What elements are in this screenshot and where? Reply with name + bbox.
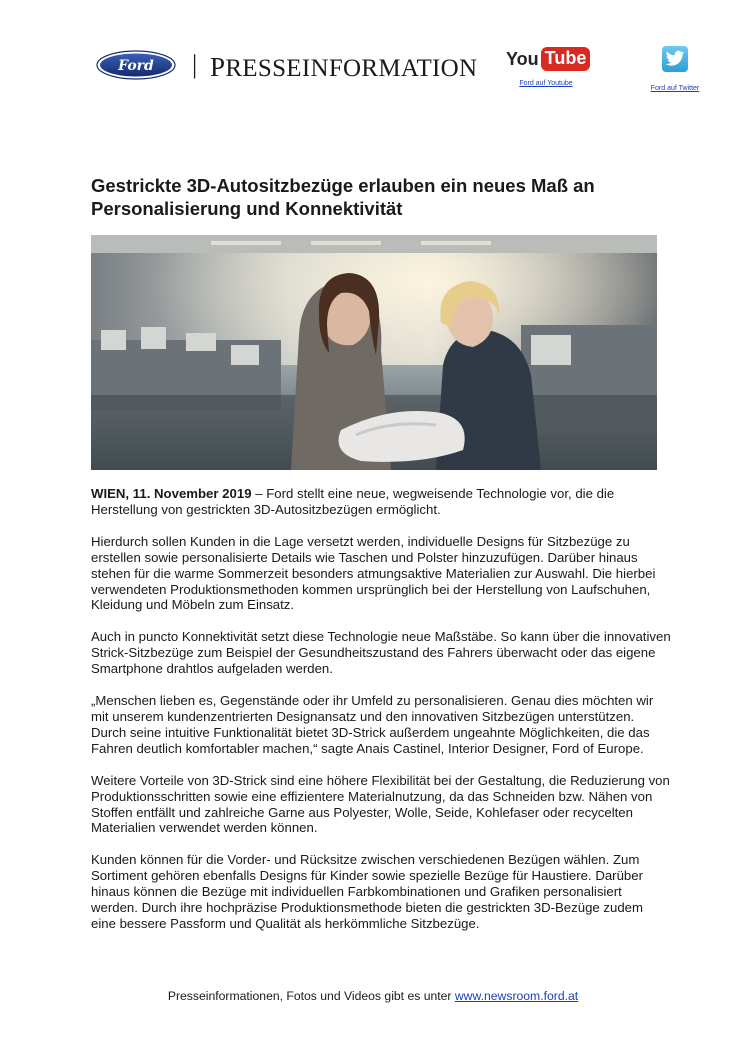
page-footer: [0, 989, 746, 1003]
twitter-link[interactable]: Ford auf Twitter: [650, 85, 700, 92]
article-paragraph: Hierdurch sollen Kunden in die Lage versetzt werden, individuelle Designs für Sitzbezüge zu erstellen sowie personalisierte Details wie Taschen und Polster hinzuzufügen. Darüber hinaus stehen für die warme Sommerzeit besonders atmungsaktive Materialien zur Auswahl. Die hierbei verwendeten Produktionsmethoden kommen ursprünglich bei der Herstellung von Laufschuhen, Kleidung und Möbeln zum Einsatz.: [91, 533, 656, 613]
youtube-you: You: [506, 48, 539, 69]
press-header: [0, 44, 746, 104]
lead-text: – Ford stellt eine neue, wegweisende Technologie vor, die die Herstellung von gestrickten 3D-Autositzbezügen ermöglicht.: [91, 486, 615, 517]
article-paragraph: „Menschen lieben es, Gegenstände oder ihr Umfeld zu personalisieren. Genau dies möchten wir mit unserem kundenzentrierten Designansatz und den innovativen Sitzbezügen unterstützen. Durch seine intuitive Funktionalität bietet 3D-Strick außerdem ungeahnte Möglichkeiten, die das Fahren deutlich komfortabler machen,“ sagte Anais Castinel, Interior Designer, Ford of Europe.: [91, 693, 654, 756]
article-paragraph: Auch in puncto Konnektivität setzt diese Technologie neue Maßstäbe. So kann über die innovativen Strick-Sitzbezüge zum Beispiel der Gesundheitszustand des Fahrers überwacht oder das eigene Smartphone drahtlos aufgeladen werden.: [91, 629, 671, 677]
dateline: WIEN, 11. November 2019: [91, 486, 252, 501]
newsroom-link[interactable]: www.newsroom.ford.at: [454, 989, 579, 1003]
article-paragraph: Kunden können für die Vorder- und Rücksitze zwischen verschiedenen Bezügen wählen. Zum Sortiment gehören ebenfalls Designs für Kinder sowie spezielle Bezüge für Haustiere. Darüber hinaus können die Bezüge mit individuellen Farbkombinationen und Grafiken personalisiert werden. Durch ihre hochpräzise Produktionsmethode bieten die gestrickten 3D-Bezüge zudem eine bessere Passform und Qualität als herkömmliche Sitzbezüge.: [91, 852, 643, 931]
header-separator: |: [192, 50, 198, 79]
article-photo: [91, 235, 657, 470]
youtube-link[interactable]: Ford auf Youtube: [519, 80, 573, 87]
ford-logo[interactable]: [96, 50, 176, 80]
ford-logo-text: Ford: [118, 58, 154, 74]
youtube-logo-icon[interactable]: [506, 46, 590, 72]
footer-text: Presseinformationen, Fotos und Videos gibt es unter: [167, 989, 455, 1003]
youtube-block: [506, 46, 586, 87]
youtube-tube: Tube: [541, 47, 591, 71]
twitter-bird-icon[interactable]: [662, 46, 688, 72]
press-title: PRESSEINFORMATION: [210, 52, 478, 82]
article-body: [91, 486, 671, 948]
article-paragraph: Weitere Vorteile von 3D-Strick sind eine höhere Flexibilität bei der Gestaltung, die Reduzierung von Produktionsschritten sowie eine effizientere Materialnutzung, da das Schneiden bzw. Nähen von Stoffen entfällt und zahlreiche Garne aus Polyester, Wolle, Seide, Kohlefaser oder recycelten Materialien verwendet werden können.: [91, 772, 670, 836]
article-lead-paragraph: [91, 486, 671, 518]
article-headline: Gestrickte 3D-Autositzbezüge erlauben ein neues Maß an Personalisierung und Konnektivität: [91, 175, 595, 219]
twitter-block: [640, 46, 710, 92]
